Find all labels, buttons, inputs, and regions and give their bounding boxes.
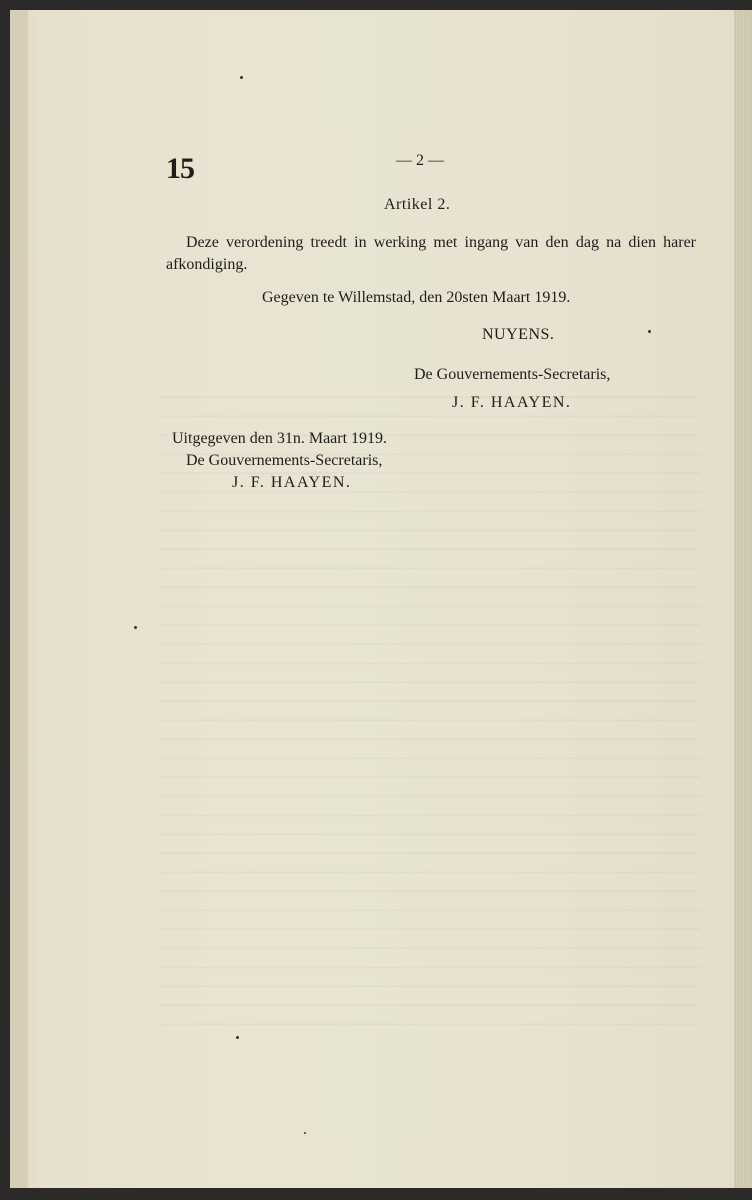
folio-number: 15	[166, 152, 194, 185]
secretary-title: De Gouvernements-Secretaris,	[414, 366, 611, 383]
article-heading: Artikel 2.	[384, 196, 451, 213]
signatory-name: NUYENS.	[482, 326, 555, 343]
article-paragraph: Deze verordening treedt in werking met ingang van den dag na dien harer afkondiging.	[166, 234, 696, 273]
given-date-line: Gegeven te Willemstad, den 20sten Maart 1919.	[262, 289, 571, 306]
issued-secretary-name: J. F. HAAYEN.	[232, 474, 352, 491]
paper-speck	[134, 626, 137, 629]
page-number: — 2 —	[396, 152, 444, 169]
page-stack-edge-right	[734, 10, 752, 1188]
secretary-name: J. F. HAAYEN.	[452, 394, 572, 411]
paper-speck	[236, 1036, 239, 1039]
paper-speck	[240, 76, 243, 79]
paper-speck	[304, 1132, 306, 1134]
issued-secretary-title: De Gouvernements-Secretaris,	[186, 452, 383, 469]
page-stack-edge-left	[10, 10, 28, 1188]
paper-speck	[648, 330, 651, 333]
issued-date-line: Uitgegeven den 31n. Maart 1919.	[172, 430, 388, 447]
